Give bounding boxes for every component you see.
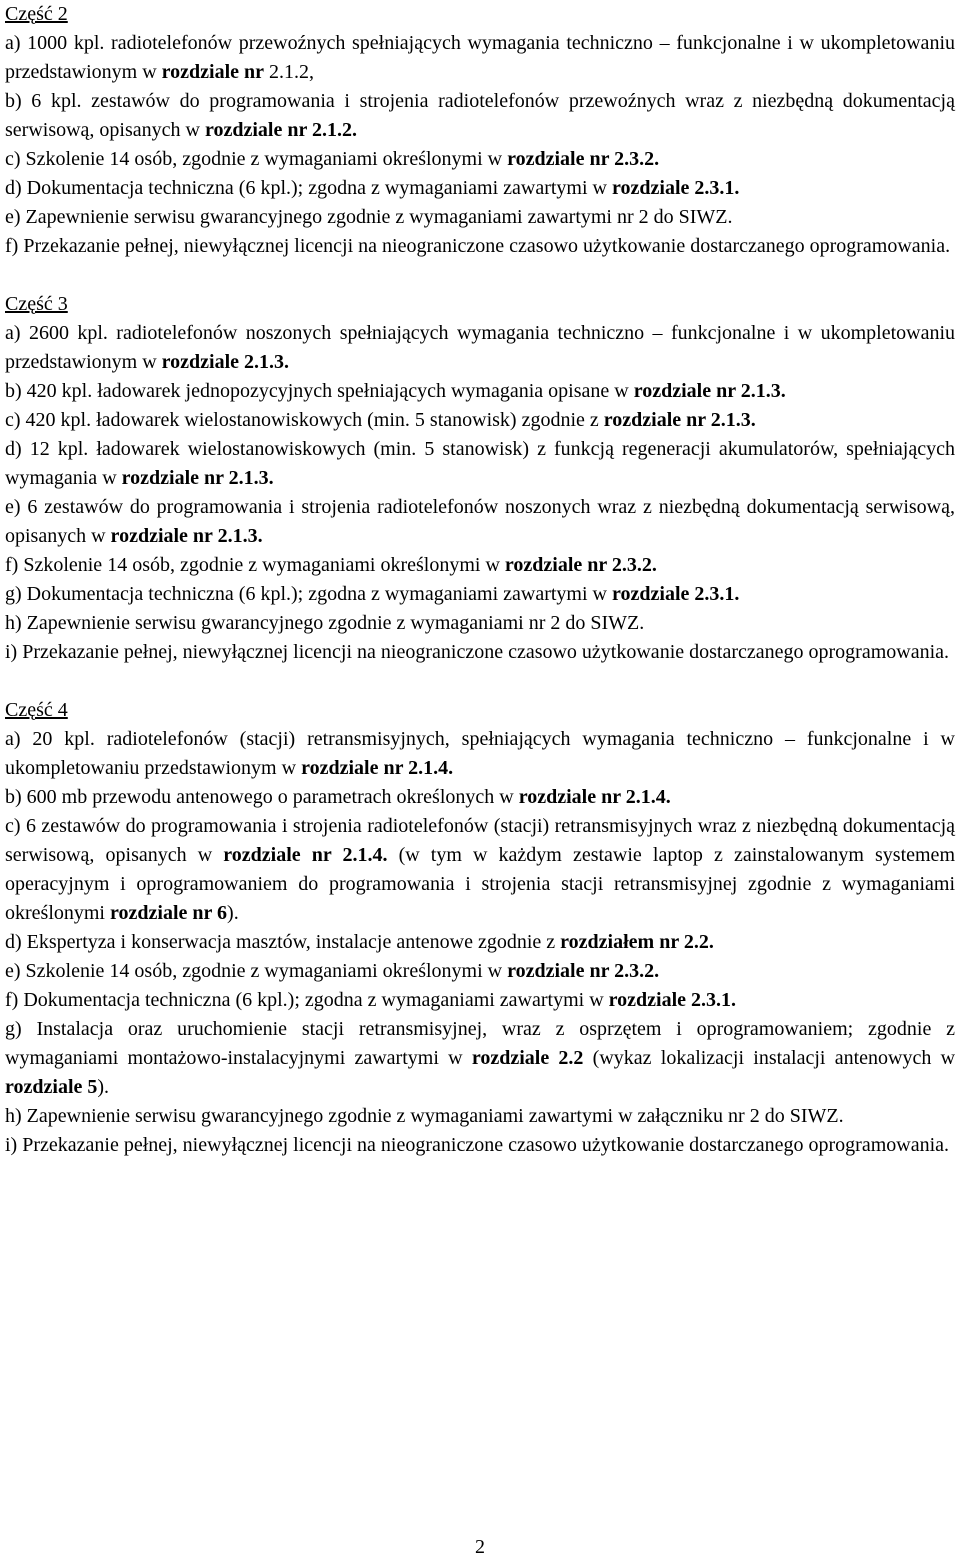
document-page [5, 0, 955, 1160]
item-text: d) Dokumentacja techniczna (6 kpl.); zgodna z wymaganiami zawartymi w [5, 177, 612, 199]
list-item [5, 435, 955, 493]
list-item [5, 986, 955, 1015]
chapter-reference: rozdziale 5 [5, 1076, 98, 1098]
chapter-reference: rozdziale nr 2.1.4. [301, 757, 454, 779]
item-text: e) 6 zestawów do programowania i strojenia radiotelefonów noszonych wraz z niezbędną dokumentacją serwisową, opisanych w [5, 496, 955, 547]
section-spacer [5, 261, 955, 290]
page-number: 2 [475, 1536, 485, 1558]
item-text: c) 6 zestawów do programowania i strojenia radiotelefonów (stacji) retransmisyjnych wraz z niezbędną dokumentacją serwisową, opisanych w [5, 815, 955, 866]
list-item [5, 377, 955, 406]
item-text: i) Przekazanie pełnej, niewyłącznej licencji na nieograniczone czasowo użytkowanie dostarczanego oprogramowania. [5, 1134, 950, 1156]
item-text: ). [97, 1076, 110, 1098]
item-text: f) Dokumentacja techniczna (6 kpl.); zgodna z wymaganiami zawartymi w [5, 989, 609, 1011]
chapter-reference: rozdziale nr 2.1.2. [204, 119, 357, 141]
chapter-reference: rozdziale nr 6 [110, 902, 228, 924]
chapter-reference: rozdziale nr 2.1.3. [603, 409, 756, 431]
item-text: f) Przekazanie pełnej, niewyłącznej licencji na nieograniczone czasowo użytkowanie dostarczanego oprogramowania. [5, 235, 951, 257]
item-text: f) Szkolenie 14 osób, zgodnie z wymaganiami określonymi w [5, 554, 505, 576]
list-item [5, 406, 955, 435]
chapter-reference: rozdziale nr 2.1.3. [121, 467, 274, 489]
section-2 [5, 0, 955, 261]
item-text: i) Przekazanie pełnej, niewyłącznej licencji na nieograniczone czasowo użytkowanie dostarczanego oprogramowania. [5, 641, 950, 663]
list-item [5, 725, 955, 783]
list-item [5, 638, 955, 667]
chapter-reference: rozdziale 2.1.3. [161, 351, 290, 373]
list-item [5, 493, 955, 551]
section-4 [5, 696, 955, 1160]
item-text: h) Zapewnienie serwisu gwarancyjnego zgodnie z wymaganiami zawartymi w załączniku nr 2 do SIWZ. [5, 1105, 844, 1127]
list-item [5, 1131, 955, 1160]
list-item [5, 957, 955, 986]
list-item [5, 783, 955, 812]
document-content [5, 0, 955, 1160]
chapter-reference: rozdziałem nr 2.2. [560, 931, 714, 953]
chapter-reference: rozdziale nr 2.1.3. [633, 380, 786, 402]
list-item [5, 87, 955, 145]
item-text: b) 6 kpl. zestawów do programowania i strojenia radiotelefonów przewoźnych wraz z niezbędną dokumentacją serwisową, opisanych w [5, 90, 955, 141]
section-heading: Część 2 [5, 3, 68, 25]
list-item [5, 1015, 955, 1102]
list-item [5, 203, 955, 232]
list-item [5, 609, 955, 638]
chapter-reference: rozdziale nr [161, 61, 265, 83]
chapter-reference: rozdziale nr 2.1.4. [518, 786, 671, 808]
section-heading: Część 3 [5, 293, 68, 315]
item-text: a) 2600 kpl. radiotelefonów noszonych spełniających wymagania techniczno – funkcjonalne i w ukompletowaniu przedstawionym w [5, 322, 955, 373]
chapter-reference: rozdziale 2.3.1. [608, 989, 737, 1011]
section-heading: Część 4 [5, 699, 68, 721]
list-item [5, 551, 955, 580]
item-text: c) Szkolenie 14 osób, zgodnie z wymaganiami określonymi w [5, 148, 508, 170]
item-text: e) Zapewnienie serwisu gwarancyjnego zgodnie z wymaganiami zawartymi nr 2 do SIWZ. [5, 206, 733, 228]
item-text: a) 20 kpl. radiotelefonów (stacji) retransmisyjnych, spełniających wymagania techniczno – funkcjonalne i w ukompletowaniu przedstawionym w [5, 728, 955, 779]
list-item [5, 928, 955, 957]
section-spacer [5, 667, 955, 696]
item-text: ). [227, 902, 239, 924]
chapter-reference: rozdziale 2.2 [471, 1047, 584, 1069]
list-item [5, 232, 955, 261]
list-item [5, 174, 955, 203]
item-text: h) Zapewnienie serwisu gwarancyjnego zgodnie z wymaganiami nr 2 do SIWZ. [5, 612, 645, 634]
list-item [5, 812, 955, 928]
item-text: d) 12 kpl. ładowarek wielostanowiskowych (min. 5 stanowisk) z funkcją regeneracji akumulatorów, spełniających wymagania w [5, 438, 955, 489]
item-text: g) Instalacja oraz uruchomienie stacji retransmisyjnej, wraz z osprzętem i oprogramowaniem; zgodnie z wymaganiami montażowo-instalacyjnymi zawartymi w [5, 1018, 955, 1069]
item-text: e) Szkolenie 14 osób, zgodnie z wymaganiami określonymi w [5, 960, 508, 982]
item-text: b) 600 mb przewodu antenowego o parametrach określonych w [5, 786, 519, 808]
item-text: b) 420 kpl. ładowarek jednopozycyjnych spełniających wymagania opisane w [5, 380, 634, 402]
item-text: (w tym w każdym zestawie laptop z zainstalowanym systemem operacyjnym i oprogramowaniem do programowania i strojenia stacji retransmisyjnej zgodnie z wymaganiami określonymi [5, 844, 955, 924]
chapter-reference: rozdziale nr 2.3.2. [507, 148, 660, 170]
list-item [5, 319, 955, 377]
item-text: 2.1.2, [264, 61, 315, 83]
item-text: (wykaz lokalizacji instalacji antenowych w [583, 1047, 956, 1069]
chapter-reference: rozdziale 2.3.1. [612, 177, 740, 199]
chapter-reference: rozdziale nr 2.3.2. [504, 554, 657, 576]
section-3 [5, 290, 955, 667]
list-item [5, 1102, 955, 1131]
item-text: d) Ekspertyza i konserwacja masztów, instalacje antenowe zgodnie z [5, 931, 561, 953]
item-text: g) Dokumentacja techniczna (6 kpl.); zgodna z wymaganiami zawartymi w [5, 583, 612, 605]
chapter-reference: rozdziale nr 2.3.2. [507, 960, 660, 982]
chapter-reference: rozdziale nr 2.1.4. [223, 844, 388, 866]
chapter-reference: rozdziale 2.3.1. [612, 583, 740, 605]
list-item [5, 145, 955, 174]
chapter-reference: rozdziale nr 2.1.3. [110, 525, 263, 547]
list-item [5, 580, 955, 609]
item-text: a) 1000 kpl. radiotelefonów przewoźnych spełniających wymagania techniczno – funkcjonalne i w ukompletowaniu przedstawionym w [5, 32, 955, 83]
item-text: c) 420 kpl. ładowarek wielostanowiskowych (min. 5 stanowisk) zgodnie z [5, 409, 604, 431]
list-item [5, 29, 955, 87]
